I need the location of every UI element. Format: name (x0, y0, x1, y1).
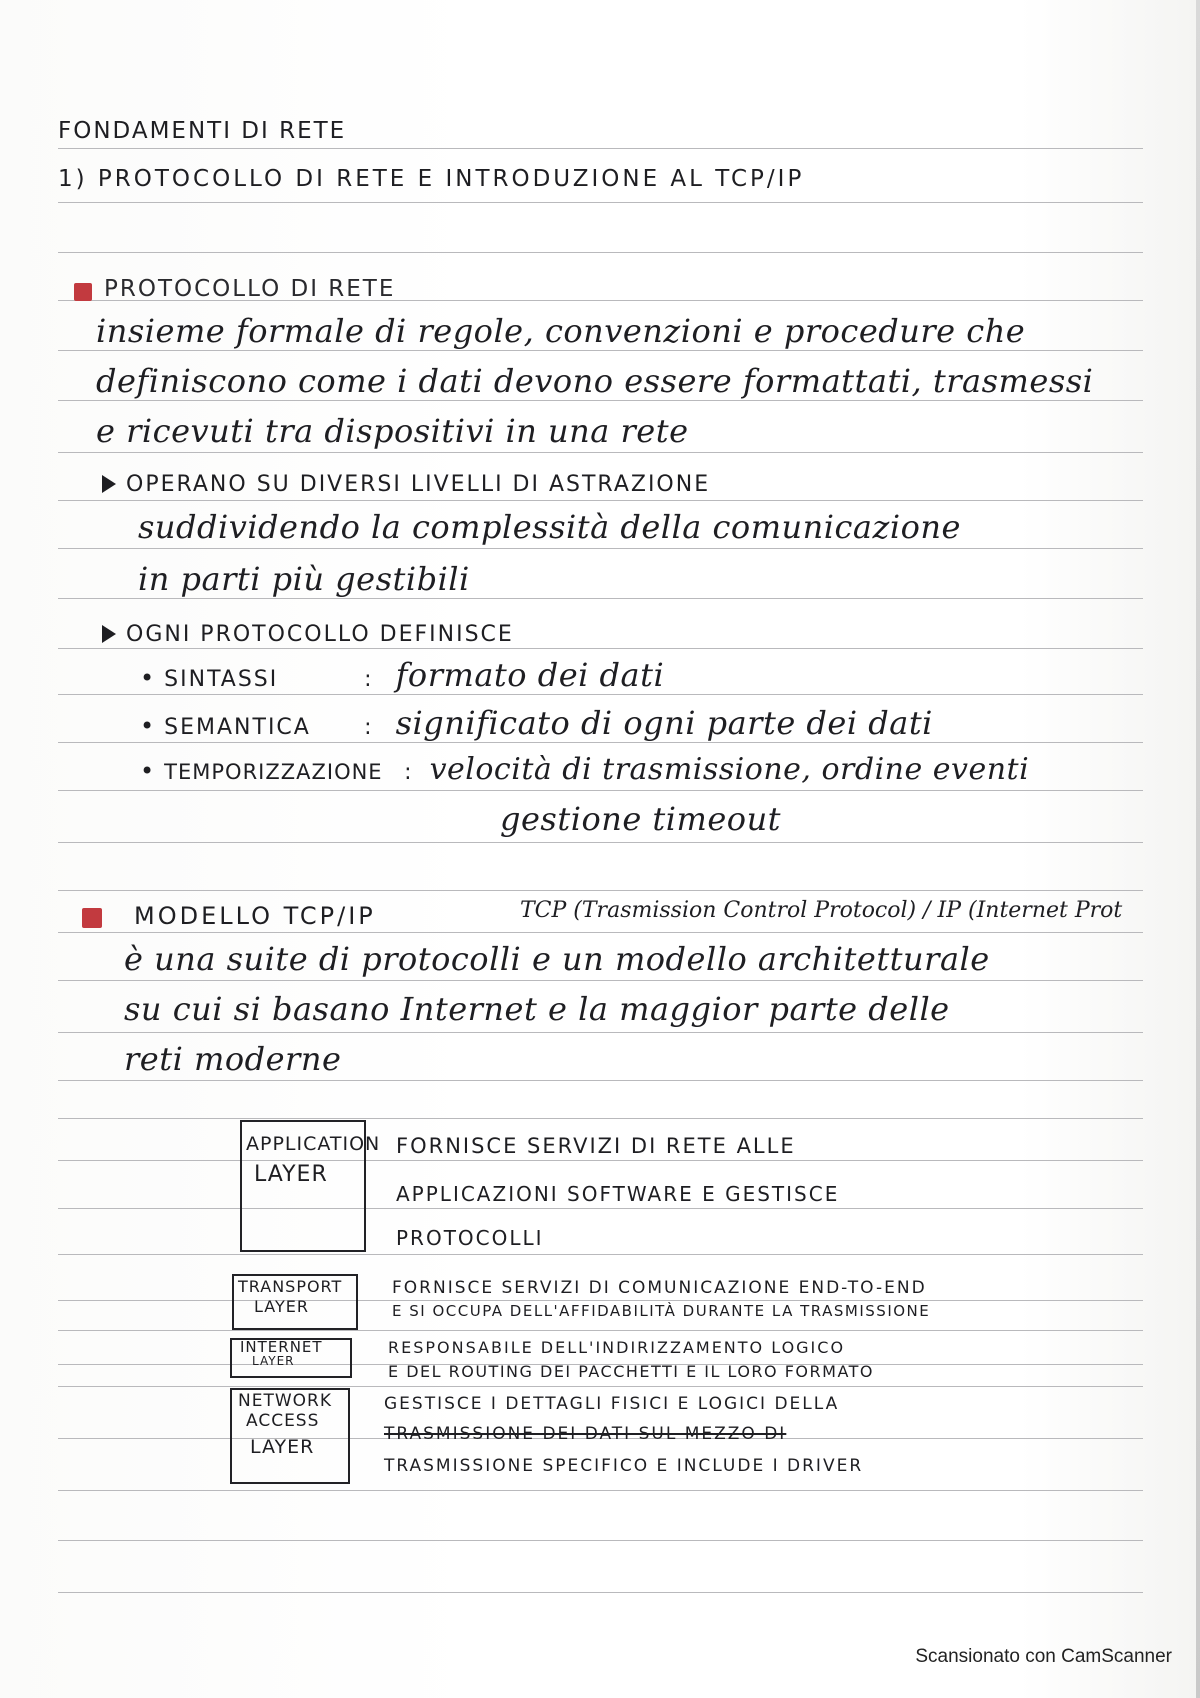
layer-label-line: ACCESS (246, 1410, 320, 1431)
item-term: TEMPORIZZAZIONE (164, 760, 383, 784)
item-term: SEMANTICA (164, 715, 311, 740)
layer-label-line: TRANSPORT (238, 1277, 343, 1296)
point1-heading-text: OPERANO SU DIVERSI LIVELLI DI ASTRAZIONE (126, 472, 711, 497)
section2-definition-line: reti moderne (124, 1040, 342, 1078)
ruled-line (58, 202, 1143, 203)
item-text: velocità di trasmissione, ordine eventi (429, 752, 1030, 787)
ruled-line (58, 500, 1143, 501)
definition-item (140, 752, 1029, 787)
ruled-line (58, 400, 1143, 401)
ruled-line (58, 1490, 1143, 1491)
ruled-line (58, 1300, 1143, 1301)
ruled-line (58, 648, 1143, 649)
ruled-line (58, 932, 1143, 933)
ruled-line (58, 148, 1143, 149)
layer-label (238, 1392, 332, 1459)
section2-definition-line: su cui si basano Internet e la maggior parte delle (124, 990, 950, 1028)
ruled-line (58, 452, 1143, 453)
section2-heading: MODELLO TCP/IP (134, 902, 376, 930)
triangle-bullet-icon (102, 475, 116, 493)
item-continuation: gestione timeout (500, 800, 782, 838)
ruled-line (58, 1592, 1143, 1593)
layer-label-line: LAYER (254, 1161, 328, 1187)
point2-heading-text: OGNI PROTOCOLLO DEFINISCE (126, 622, 514, 647)
section-bullet-icon (74, 283, 92, 301)
section1-definition-line: e ricevuti tra dispositivi in una rete (96, 412, 689, 450)
ruled-line (58, 890, 1143, 891)
item-text: significato di ogni parte dei dati (395, 704, 933, 742)
item-term: SINTASSI (164, 667, 279, 692)
layer-desc-line: RESPONSABILE DELL'INDIRIZZAMENTO LOGICO (388, 1338, 846, 1357)
layer-label (238, 1278, 342, 1315)
point1-line: suddividendo la complessità della comunicazione (138, 508, 961, 546)
ruled-line (58, 1330, 1143, 1331)
ruled-line (58, 1254, 1143, 1255)
triangle-bullet-icon (102, 625, 116, 643)
ruled-line (58, 694, 1143, 695)
layer-label-line: LAYER (254, 1296, 309, 1316)
layer-desc-line: FORNISCE SERVIZI DI RETE ALLE (396, 1134, 796, 1158)
ruled-line (58, 252, 1143, 253)
ruled-line (58, 980, 1143, 981)
point1-heading (102, 472, 710, 497)
ruled-line (58, 350, 1143, 351)
layer-desc-line: FORNISCE SERVIZI DI COMUNICAZIONE END-TO-END (392, 1278, 927, 1298)
item-sep: : (364, 667, 374, 692)
dot-bullet-icon: • (140, 757, 155, 785)
layer-desc-line: PROTOCOLLI (396, 1226, 544, 1250)
page-title: FONDAMENTI DI RETE (58, 118, 347, 144)
ruled-line (58, 842, 1143, 843)
ruled-line (58, 1118, 1143, 1119)
section1-heading: PROTOCOLLO DI RETE (104, 276, 396, 302)
ruled-line (58, 1032, 1143, 1033)
section-bullet-icon (82, 908, 102, 928)
layer-label (240, 1340, 323, 1367)
ruled-line (58, 1208, 1143, 1209)
layer-label-line: LAYER (252, 1354, 295, 1368)
section1-definition-line: definiscono come i dati devono essere formattati, trasmessi (96, 362, 1094, 400)
section2-definition-line: è una suite di protocolli e un modello architetturale (124, 940, 990, 978)
item-text: formato dei dati (395, 656, 665, 694)
layer-desc-line: TRASMISSIONE SPECIFICO E INCLUDE I DRIVER (384, 1456, 864, 1476)
layer-desc-line: E DEL ROUTING DEI PACCHETTI E IL LORO FORMATO (388, 1362, 875, 1381)
page-edge (1196, 0, 1200, 1698)
layer-label-line: INTERNET (240, 1338, 323, 1356)
layer-label (246, 1134, 380, 1187)
chapter-title: 1) PROTOCOLLO DI RETE E INTRODUZIONE AL TCP/IP (58, 166, 805, 192)
acronym-note: TCP (Trasmission Control Protocol) / IP (Internet Prot (520, 898, 1123, 923)
ruled-line (58, 1540, 1143, 1541)
point2-heading (102, 622, 514, 647)
item-sep: : (364, 715, 374, 740)
ruled-line (58, 548, 1143, 549)
layer-label-line: LAYER (250, 1436, 315, 1459)
layer-desc-line: GESTISCE I DETTAGLI FISICI E LOGICI DELLA (384, 1394, 840, 1414)
definition-item (140, 704, 933, 742)
layer-desc-line: TRASMISSIONE DEI DATI SUL MEZZO DI (384, 1424, 787, 1444)
item-sep: : (404, 760, 414, 785)
point1-line: in parti più gestibili (138, 560, 470, 598)
dot-bullet-icon: • (140, 712, 155, 740)
definition-item (140, 656, 664, 694)
scanner-footer: Scansionato con CamScanner (915, 1646, 1172, 1667)
layer-desc-line: APPLICAZIONI SOFTWARE E GESTISCE (396, 1182, 840, 1206)
layer-desc-line: E SI OCCUPA DELL'AFFIDABILITÀ DURANTE LA TRASMISSIONE (392, 1302, 931, 1320)
layer-label-line: NETWORK (238, 1391, 332, 1411)
ruled-line (58, 1386, 1143, 1387)
ruled-line (58, 742, 1143, 743)
ruled-line (58, 790, 1143, 791)
section1-definition-line: insieme formale di regole, convenzioni e procedure che (96, 312, 1026, 350)
ruled-line (58, 1160, 1143, 1161)
dot-bullet-icon: • (140, 664, 155, 692)
ruled-line (58, 598, 1143, 599)
layer-label-line: APPLICATION (246, 1133, 381, 1155)
ruled-line (58, 1080, 1143, 1081)
